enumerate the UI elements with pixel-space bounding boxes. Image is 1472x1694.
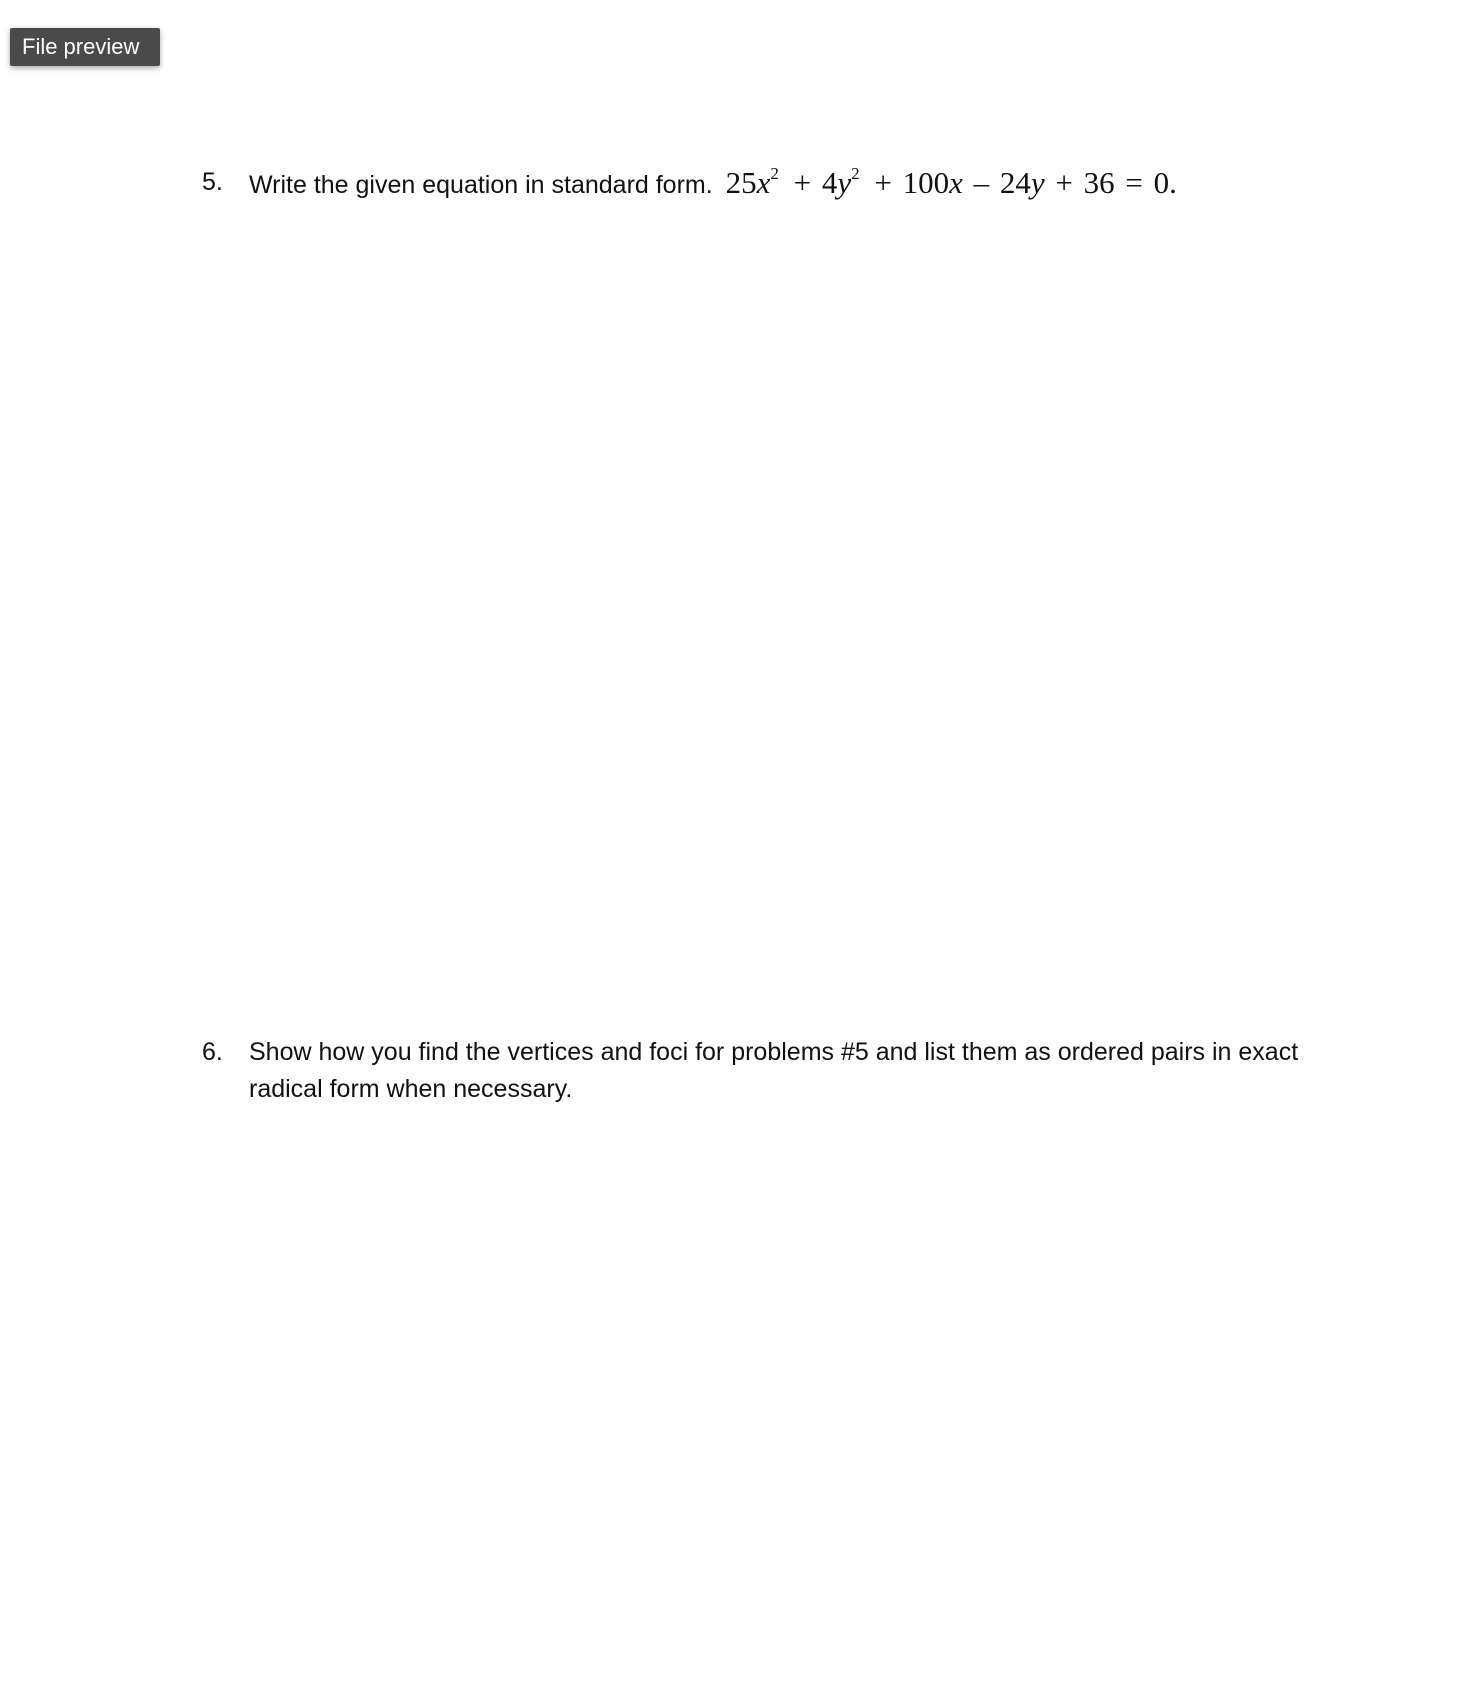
- equation-period: .: [1169, 165, 1177, 200]
- file-preview-badge[interactable]: File preview: [10, 28, 160, 66]
- equation-rhs: 0: [1153, 165, 1170, 200]
- question-text-block: [249, 164, 1352, 204]
- equation-equals: =: [1125, 165, 1143, 200]
- question-number: 5.: [202, 168, 223, 196]
- equation-operator: –: [973, 165, 990, 200]
- equation-term: $25x^2$: [725, 164, 779, 200]
- equation-term: 36: [1083, 165, 1115, 200]
- equation-operator: +: [874, 165, 892, 200]
- equation: [726, 165, 1177, 200]
- equation-term: 24y: [999, 165, 1045, 200]
- question-number: 6.: [202, 1038, 223, 1066]
- equation-operator: +: [1055, 165, 1073, 200]
- question-text: Write the given equation in standard form.: [249, 171, 713, 199]
- equation-term: 100x: [902, 165, 963, 200]
- question-5: [202, 164, 1352, 204]
- equation-operator: +: [793, 165, 812, 200]
- equation-term: $4y^2$: [821, 164, 860, 200]
- question-6: [202, 1034, 1352, 1108]
- question-text: Show how you find the vertices and foci for problems #5 and list them as ordered pairs in exact radical form when necessary.: [249, 1038, 1299, 1103]
